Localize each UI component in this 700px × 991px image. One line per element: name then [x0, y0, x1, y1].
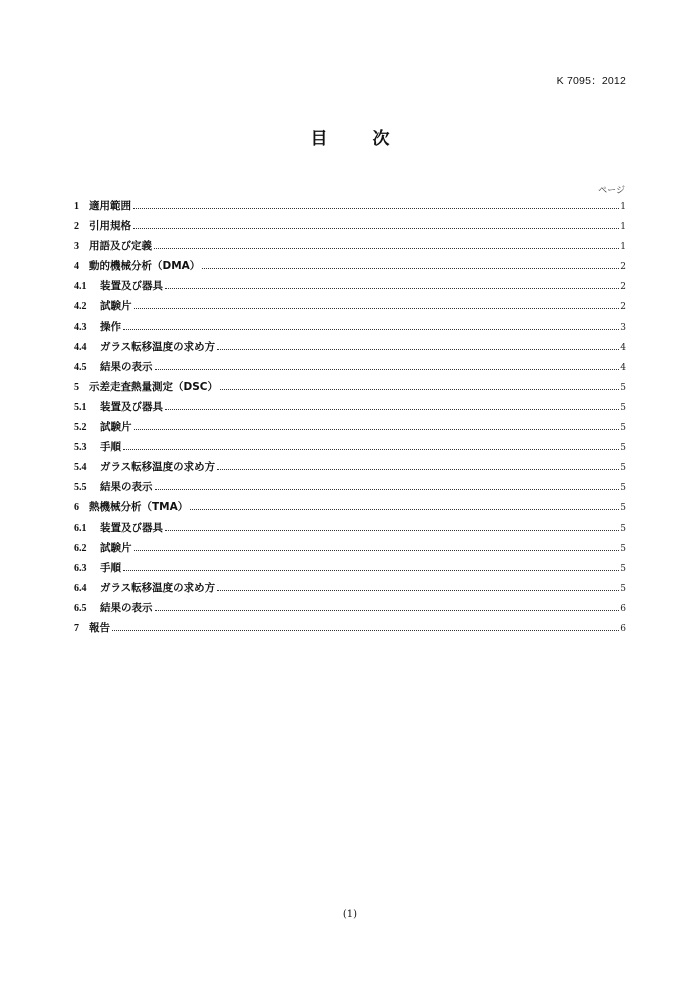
toc-entry-label: 報告 [89, 621, 110, 634]
toc-leader-dots [165, 288, 619, 289]
toc-entry-label: 手順 [100, 561, 121, 574]
toc-entry[interactable] [74, 399, 626, 419]
toc-entry-label: 結果の表示 [100, 601, 153, 614]
toc-entry-label: 結果の表示 [100, 481, 153, 494]
toc-entry[interactable] [74, 419, 626, 439]
toc-entry[interactable] [74, 238, 626, 258]
toc-entry-page: 3 [620, 322, 626, 333]
toc-entry-number: 5.1 [74, 401, 87, 413]
toc-entry-page: 5 [620, 483, 626, 494]
toc-leader-dots [190, 509, 619, 510]
toc-entry-page: 5 [620, 543, 626, 554]
toc-leader-dots [217, 349, 619, 350]
toc-entry-label: 動的機械分析（DMA） [89, 260, 201, 273]
toc-entry-page: 6 [620, 623, 626, 634]
toc-entry-number: 6.3 [74, 562, 87, 574]
toc-entry-label: 試験片 [100, 541, 132, 554]
toc-entry-number: 6.1 [74, 522, 87, 534]
toc-entry-page: 5 [620, 563, 626, 574]
toc-entry-page: 1 [620, 242, 626, 253]
toc-entry-label: ガラス転移温度の求め方 [100, 340, 216, 353]
toc-entry[interactable] [74, 540, 626, 560]
toc-entry-number: 5 [74, 381, 79, 393]
toc-entry-label: 結果の表示 [100, 360, 153, 373]
toc-leader-dots [112, 630, 619, 631]
toc-leader-dots [165, 409, 619, 410]
toc-entry-page: 6 [620, 603, 626, 614]
toc-entry-number: 3 [74, 241, 79, 253]
toc-entry-page: 4 [620, 342, 626, 353]
toc-entry-label: 装置及び器具 [100, 400, 163, 413]
toc-entry-page: 5 [620, 503, 626, 514]
toc-entry-number: 7 [74, 622, 79, 634]
toc-entry-number: 5.5 [74, 482, 87, 494]
toc-entry[interactable] [74, 298, 626, 318]
toc-entry-page: 4 [620, 362, 626, 373]
toc-entry-number: 4.1 [74, 281, 87, 293]
toc-entry-page: 5 [620, 423, 626, 434]
toc-entry[interactable] [74, 600, 626, 620]
toc-entry-label: 手順 [100, 441, 121, 454]
toc-entry-page: 1 [620, 222, 626, 233]
toc-entry-label: 装置及び器具 [100, 280, 163, 293]
toc-leader-dots [133, 208, 619, 209]
toc-leader-dots [155, 610, 620, 611]
toc-entry[interactable] [74, 520, 626, 540]
toc-entry[interactable] [74, 560, 626, 580]
toc-entry-number: 4 [74, 261, 79, 273]
footer-page-number: (1) [342, 909, 358, 920]
toc-entry-number: 1 [74, 201, 79, 212]
toc-entry-number: 5.2 [74, 422, 87, 434]
toc-entry-number: 5.4 [74, 462, 87, 474]
toc-entry[interactable] [74, 198, 626, 218]
toc-entry-number: 4.4 [74, 341, 87, 353]
toc-entry[interactable] [74, 459, 626, 479]
toc-entry-page: 5 [620, 443, 626, 454]
toc-entry[interactable] [74, 580, 626, 600]
toc-title: 目 次 [310, 129, 404, 149]
toc-leader-dots [134, 308, 620, 309]
toc-entry-page: 5 [620, 382, 626, 393]
toc-leader-dots [217, 469, 619, 470]
toc-entry[interactable] [74, 339, 626, 359]
toc-entry[interactable] [74, 379, 626, 399]
toc-leader-dots [220, 389, 619, 390]
toc-leader-dots [123, 570, 619, 571]
toc-entry[interactable] [74, 359, 626, 379]
toc-entry-label: 適用範囲 [89, 200, 131, 212]
toc-leader-dots [202, 268, 619, 269]
page-column-label: ページ [598, 186, 625, 196]
toc-entry[interactable] [74, 319, 626, 339]
toc-leader-dots [165, 530, 619, 531]
table-of-contents [74, 198, 626, 640]
toc-entry-label: 示差走査熱量測定（DSC） [89, 380, 218, 393]
toc-leader-dots [155, 369, 620, 370]
toc-leader-dots [123, 449, 619, 450]
toc-entry-page: 1 [620, 202, 626, 212]
toc-entry-page: 2 [620, 282, 626, 293]
toc-entry-number: 6.5 [74, 602, 87, 614]
toc-leader-dots [155, 489, 620, 490]
toc-leader-dots [134, 429, 620, 430]
toc-entry-label: ガラス転移温度の求め方 [100, 461, 216, 474]
toc-entry-label: 装置及び器具 [100, 521, 163, 534]
toc-entry-number: 5.3 [74, 442, 87, 454]
toc-entry[interactable] [74, 479, 626, 499]
toc-entry-page: 5 [620, 583, 626, 594]
toc-entry[interactable] [74, 439, 626, 459]
toc-entry-label: 用語及び定義 [89, 240, 152, 253]
toc-entry-label: 熱機械分析（TMA） [89, 501, 189, 514]
toc-entry-page: 5 [620, 402, 626, 413]
standard-number: K 7095：2012 [556, 75, 626, 87]
toc-leader-dots [134, 550, 620, 551]
toc-entry[interactable] [74, 499, 626, 519]
toc-entry-page: 2 [620, 302, 626, 313]
toc-entry-number: 4.2 [74, 301, 87, 313]
toc-leader-dots [154, 248, 619, 249]
toc-entry-number: 6.2 [74, 542, 87, 554]
toc-entry-number: 6.4 [74, 582, 87, 594]
toc-leader-dots [133, 228, 619, 229]
toc-entry[interactable] [74, 620, 626, 640]
toc-entry-number: 6 [74, 502, 79, 514]
toc-entry-page: 2 [620, 262, 626, 273]
toc-entry[interactable] [74, 218, 626, 238]
toc-entry-page: 5 [620, 523, 626, 534]
toc-entry[interactable] [74, 278, 626, 298]
toc-leader-dots [123, 329, 619, 330]
toc-entry-label: 引用規格 [89, 220, 131, 233]
toc-entry-page: 5 [620, 463, 626, 474]
toc-entry-label: 試験片 [100, 421, 132, 434]
toc-entry[interactable] [74, 258, 626, 278]
toc-entry-number: 2 [74, 221, 79, 233]
toc-entry-label: 操作 [100, 320, 121, 333]
toc-entry-label: 試験片 [100, 300, 132, 313]
toc-entry-label: ガラス転移温度の求め方 [100, 581, 216, 594]
toc-entry-number: 4.3 [74, 321, 87, 333]
toc-leader-dots [217, 590, 619, 591]
toc-entry-number: 4.5 [74, 361, 87, 373]
